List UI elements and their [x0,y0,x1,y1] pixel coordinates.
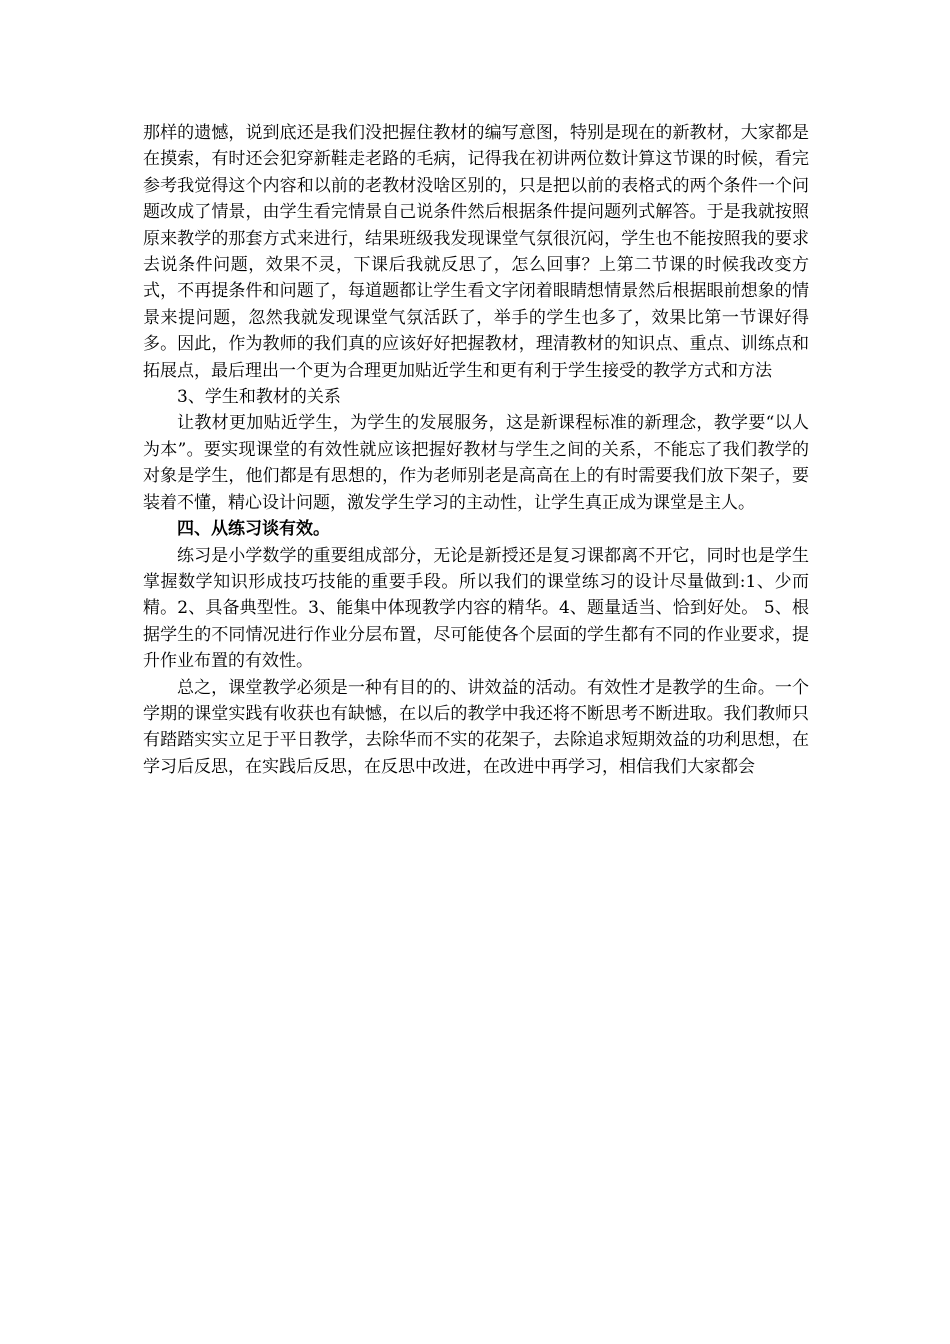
subheading-students-and-textbook: 3、学生和教材的关系 [177,387,341,408]
paragraph-textbook-intent: 那样的遗憾，说到底还是我们没把握住教材的编写意图，特别是现在的新教材，大家都是在摸索，有时还会犯穿新鞋走老路的毛病，记得我在初讲两位数计算这节课的时候，看完参考我觉得这个内容和以前的老教材没啥区别的，只是把以前的表格式的两个条件一个问题改成了情景，由学生看完情景自己说条件然后根据条件提问题列式解答。于是我就按照原来教学的那套方式来进行，结果班级我发现课堂气氛很沉闷，学生也不能按照我的要求去说条件问题，效果不灵，下课后我就反思了，怎么回事？上第二节课的时候我改变方式，不再提条件和问题了，每道题都让学生看文字闭着眼睛想情景然后根据眼前想象的情景来提问题，忽然我就发现课堂气氛活跃了，举手的学生也多了，效果比第一节课好得多。因此，作为教师的我们真的应该好好把握教材，理清教材的知识点、重点、训练点和拓展点，最后理出一个更为合理更加贴近学生和更有利于学生接受的教学方式和方法 [143,123,809,381]
paragraph-summary: 总之，课堂教学必须是一种有目的的、讲效益的活动。有效性才是教学的生命。一个学期的课堂实践有收获也有缺憾，在以后的教学中我还将不断思考不断进取。我们教师只有踏踏实实立足于平日教学，去除华而不实的花架子，去除追求短期效益的功利思想，在学习后反思，在实践后反思，在反思中改进，在改进中再学习，相信我们大家都会 [143,677,809,777]
document-body [143,120,809,780]
paragraph-practice: 练习是小学数学的重要组成部分，无论是新授还是复习课都离不开它，同时也是学生掌握数学知识形成技巧技能的重要手段。所以我们的课堂练习的设计尽量做到:1、少而精。2、具备典型性。3、能集中体现教学内容的精华。4、题量适当、恰到好处。 5、根据学生的不同情况进行作业分层布置，尽可能使各个层面的学生都有不同的作业要求，提升作业布置的有效性。 [143,545,809,672]
section-heading-practice: 四、从练习谈有效。 [177,519,330,540]
paragraph-students-and-textbook: 让教材更加贴近学生，为学生的发展服务，这是新课程标准的新理念，教学要“以人为本”。要实现课堂的有效性就应该把握好教材与学生之间的关系，不能忘了我们教学的对象是学生，他们都是有思想的，作为老师别老是高高在上的有时需要我们放下架子，要装着不懂，精心设计问题，激发学生学习的主动性，让学生真正成为课堂是主人。 [143,413,809,513]
